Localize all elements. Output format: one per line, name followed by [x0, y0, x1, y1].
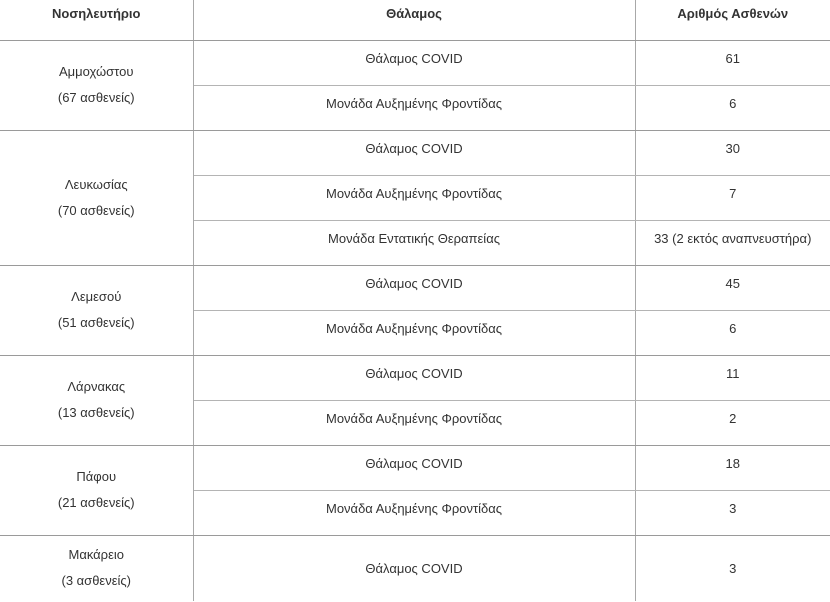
ward-cell: Θάλαμος COVID — [193, 535, 635, 601]
header-patients: Αριθμός Ασθενών — [635, 0, 830, 40]
table-row — [0, 355, 830, 400]
hospital-name: Αμμοχώστου — [59, 64, 134, 79]
ward-cell: Θάλαμος COVID — [193, 130, 635, 175]
patients-cell: 3 — [635, 490, 830, 535]
table-row — [0, 535, 830, 601]
ward-cell: Μονάδα Εντατικής Θεραπείας — [193, 220, 635, 265]
patients-cell: 6 — [635, 310, 830, 355]
ward-cell: Θάλαμος COVID — [193, 355, 635, 400]
ward-cell: Μονάδα Αυξημένης Φροντίδας — [193, 175, 635, 220]
hospital-total: (70 ασθενείς) — [57, 202, 135, 218]
ward-cell: Μονάδα Αυξημένης Φροντίδας — [193, 400, 635, 445]
ward-cell: Θάλαμος COVID — [193, 265, 635, 310]
header-ward: Θάλαμος — [193, 0, 635, 40]
hospital-name: Πάφου — [76, 469, 117, 484]
patients-cell: 6 — [635, 85, 830, 130]
ward-cell: Μονάδα Αυξημένης Φροντίδας — [193, 490, 635, 535]
hospital-cell — [0, 445, 193, 535]
table-row — [0, 445, 830, 490]
header-hospital: Νοσηλευτήριο — [0, 0, 193, 40]
hospital-cell — [0, 355, 193, 445]
ward-cell: Μονάδα Αυξημένης Φροντίδας — [193, 85, 635, 130]
patients-cell: 30 — [635, 130, 830, 175]
patients-cell: 11 — [635, 355, 830, 400]
hospital-name: Μακάρειο — [68, 547, 124, 563]
hospital-name: Λάρνακας — [67, 379, 126, 394]
table-row — [0, 130, 830, 175]
hospital-total: (13 ασθενείς) — [57, 405, 135, 420]
hospital-cell — [0, 130, 193, 265]
ward-cell: Μονάδα Αυξημένης Φροντίδας — [193, 310, 635, 355]
ward-cell: Θάλαμος COVID — [193, 40, 635, 85]
hospital-cell — [0, 265, 193, 355]
patients-cell: 2 — [635, 400, 830, 445]
hospital-total: (51 ασθενείς) — [57, 315, 135, 330]
hospital-cell — [0, 535, 193, 601]
ward-cell: Θάλαμος COVID — [193, 445, 635, 490]
hospital-cell — [0, 40, 193, 130]
table-row — [0, 40, 830, 85]
hospital-name: Λεμεσού — [71, 289, 122, 304]
patients-cell: 45 — [635, 265, 830, 310]
patients-cell: 7 — [635, 175, 830, 220]
hospital-name: Λευκωσίας — [64, 176, 128, 192]
patients-cell: 61 — [635, 40, 830, 85]
table-row — [0, 265, 830, 310]
hospital-total: (67 ασθενείς) — [57, 90, 135, 105]
hospital-total: (3 ασθενείς) — [61, 573, 131, 589]
patients-cell: 33 (2 εκτός αναπνευστήρα) — [635, 220, 830, 265]
patients-cell: 3 — [729, 560, 737, 576]
patients-cell: 18 — [635, 445, 830, 490]
hospital-total: (21 ασθενείς) — [57, 495, 135, 510]
header-row — [0, 0, 830, 40]
